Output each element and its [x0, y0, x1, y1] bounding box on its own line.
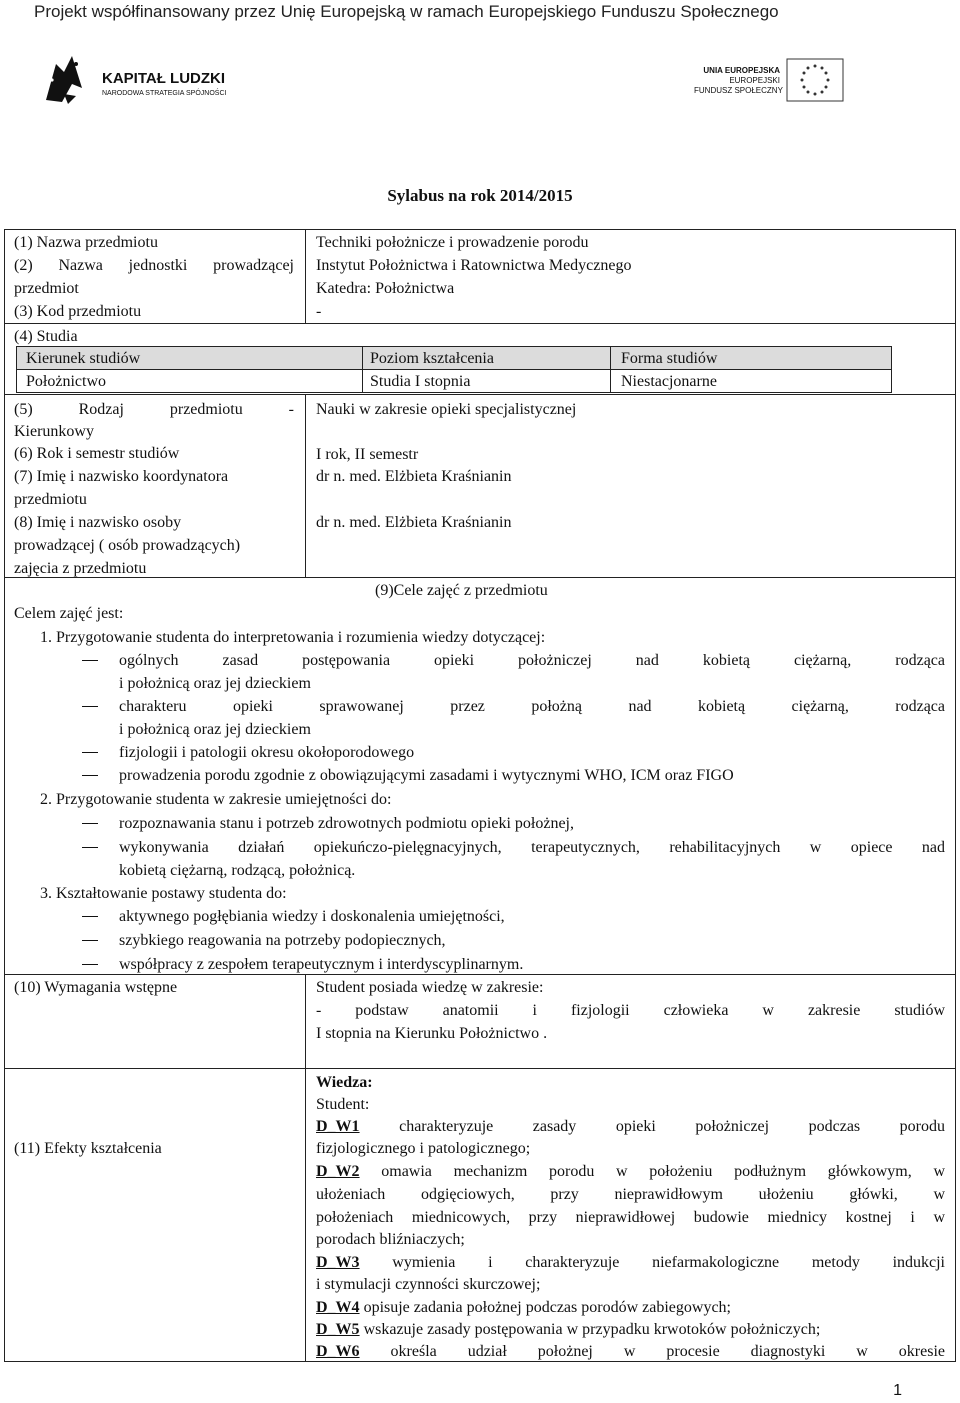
cele-p1-item2-cont: i położnicą oraz jej dzieckiem: [119, 721, 311, 738]
row3-label: (3) Kod przedmiotu: [14, 303, 142, 320]
studia-value-forma: Niestacjonarne: [621, 373, 717, 390]
cele-p3-item1: aktywnego pogłębiania wiedzy i doskonalenia umiejętności,: [119, 908, 505, 925]
effect-dw2-cont2: położeniach miednicowych, przy nieprawidłowej budowie miednicy kostnej i w: [316, 1209, 945, 1226]
cele-p1-item4: prowadzenia porodu zgodnie z obowiązującymi zasadami i wytycznymi WHO, ICM oraz FIGO: [119, 767, 734, 784]
effect-dw2-cont3: porodach bliźniaczych;: [316, 1231, 465, 1248]
row5-value: Nauki w zakresie opieki specjalistycznej: [316, 401, 577, 418]
dash-bullet: [82, 706, 98, 707]
project-header: [0, 0, 960, 26]
cele-p1-item3: fizjologii i patologii okresu okołoporodowego: [119, 744, 415, 761]
kl-subtitle: NARODOWA STRATEGIA SPÓJNOŚCI: [102, 90, 227, 97]
divider: [610, 346, 611, 393]
eu-line2: EUROPEJSKI: [729, 76, 780, 85]
divider: [305, 394, 306, 577]
cele-p1-item1: ogólnych zasad postępowania opieki położniczej nad kobietą ciężarną, rodząca: [119, 652, 945, 669]
effect-text: charakteryzuje zasady opieki położniczej podczas porodu: [359, 1118, 945, 1135]
effect-dw6: [316, 1340, 945, 1363]
row11-label: (11) Efekty kształcenia: [14, 1140, 162, 1157]
page-number: 1: [893, 1382, 902, 1399]
eu-logo-text: [694, 66, 783, 96]
dash-bullet: [82, 847, 98, 848]
dash-bullet: [82, 964, 98, 965]
project-header-text: Projekt współfinansowany przez Unię Europejską w ramach Europejskiego Funduszu Społecznego: [34, 2, 779, 21]
row1-value: Techniki położnicze i prowadzenie porodu: [316, 234, 589, 251]
effect-code: D_W4: [316, 1299, 360, 1316]
row1-label: (1) Nazwa przedmiotu: [14, 234, 158, 251]
cele-p1-item1-cont: i położnicą oraz jej dzieckiem: [119, 675, 311, 692]
effect-dw3: [316, 1251, 945, 1274]
cele-intro: Celem zajęć jest:: [14, 605, 124, 622]
divider: [305, 974, 306, 1068]
cele-heading: (9)Cele zajęć z przedmiotu: [375, 582, 548, 599]
row6-value: I rok, II semestr: [316, 446, 419, 463]
eu-flag-icon: [786, 58, 844, 102]
cele-p3-item2: szybkiego reagowania na potrzeby podopiecznych,: [119, 932, 446, 949]
row2-value-cont: Katedra: Położnictwa: [316, 280, 455, 297]
effect-dw1-cont: fizjologicznego i patologicznego;: [316, 1140, 531, 1157]
row7-label: (7) Imię i nazwisko koordynatora: [14, 468, 229, 485]
effect-code: D_W5: [316, 1321, 360, 1338]
studia-value-poziom: Studia I stopnia: [370, 373, 471, 390]
row7-label-cont: przedmiotu: [14, 491, 87, 508]
cele-point-1: 1. Przygotowanie studenta do interpretowania i rozumienia wiedzy dotyczącej:: [40, 629, 546, 646]
divider: [305, 229, 306, 323]
cele-p3-item3: współpracy z zespołem terapeutycznym i interdyscyplinarnym.: [119, 956, 524, 973]
effect-dw4: [316, 1296, 731, 1319]
row8-label-cont: prowadzącej ( osób prowadzących): [14, 537, 241, 554]
effect-dw3-cont: i stymulacji czynności skurczowej;: [316, 1276, 541, 1293]
row2-label: (2) Nazwa jednostki prowadzącej: [14, 257, 294, 274]
effect-dw2: [316, 1160, 945, 1183]
effect-text: wymienia i charakteryzuje niefarmakologiczne metody indukcji: [359, 1254, 945, 1271]
eu-line3: FUNDUSZ SPOŁECZNY: [694, 86, 783, 95]
studia-header-kierunek: Kierunek studiów: [26, 350, 141, 367]
kapital-ludzki-logo: [42, 50, 252, 115]
dash-bullet: [82, 823, 98, 824]
cele-p2-item1: rozpoznawania stanu i potrzeb zdrowotnych podmiotu opieki położnej,: [119, 815, 574, 832]
effect-dw2-cont: ułożeniach odgięciowych, przy nieprawidłowym ułożeniu główki, w: [316, 1186, 945, 1203]
row10-label: (10) Wymagania wstępne: [14, 979, 178, 996]
effect-code: D_W6: [316, 1343, 360, 1360]
effect-text: omawia mechanizm porodu w położeniu podłużnym główkowym, w: [359, 1163, 945, 1180]
effect-code: D_W2: [316, 1163, 360, 1180]
effect-dw5: [316, 1318, 820, 1341]
dash-bullet: [82, 916, 98, 917]
row-line: [4, 577, 956, 578]
wiedza-heading: Wiedza:: [316, 1074, 373, 1091]
dash-bullet: [82, 660, 98, 661]
kl-name: KAPITAŁ LUDZKI: [102, 70, 226, 87]
row8-label-cont2: zajęcia z przedmiotu: [14, 560, 147, 577]
row10-line1: Student posiada wiedzę w zakresie:: [316, 979, 544, 996]
studia-header-forma: Forma studiów: [621, 350, 718, 367]
row-line: [4, 323, 956, 324]
dash-bullet: [82, 752, 98, 753]
dash-bullet: [82, 775, 98, 776]
divider: [305, 1068, 306, 1362]
row10-line2: - podstaw anatomii i fizjologii człowieka w zakresie studiów: [316, 1002, 945, 1019]
page-title: Sylabus na rok 2014/2015: [387, 186, 573, 205]
effect-text: opisuje zadania położnej podczas porodów zabiegowych;: [359, 1299, 731, 1316]
effect-text: wskazuje zasady postępowania w przypadku krwotoków położniczych;: [359, 1321, 821, 1338]
studia-header-poziom: Poziom kształcenia: [370, 350, 494, 367]
row2-label-cont: przedmiot: [14, 280, 79, 297]
row10-line3: I stopnia na Kierunku Położnictwo .: [316, 1025, 548, 1042]
eu-line1: UNIA EUROPEJSKA: [703, 66, 780, 75]
row8-value: dr n. med. Elżbieta Kraśnianin: [316, 514, 512, 531]
cele-p1-item2: charakteru opieki sprawowanej przez położną nad kobietą ciężarną, rodząca: [119, 698, 945, 715]
row4-label: (4) Studia: [14, 328, 78, 345]
row-line: [4, 394, 956, 395]
row8-label: (8) Imię i nazwisko osoby: [14, 514, 182, 531]
row5-label-cont: Kierunkowy: [14, 423, 94, 440]
row5-label: (5) Rodzaj przedmiotu -: [14, 401, 294, 418]
cele-point-3: 3. Kształtowanie postawy studenta do:: [40, 885, 287, 902]
cele-p2-item2-cont: kobietą ciężarną, rodzącą, położnicą.: [119, 862, 356, 879]
dash-bullet: [82, 940, 98, 941]
row6-label: (6) Rok i semestr studiów: [14, 445, 180, 462]
effect-dw1: [316, 1115, 945, 1138]
student-label: Student:: [316, 1096, 370, 1113]
effect-code: D_W1: [316, 1118, 360, 1135]
effect-code: D_W3: [316, 1254, 360, 1271]
cele-p2-item2: wykonywania działań opiekuńczo-pielęgnacyjnych, terapeutycznych, rehabilitacyjnych w opiece nad: [119, 839, 945, 856]
row7-value: dr n. med. Elżbieta Kraśnianin: [316, 468, 512, 485]
effect-text: określa udział położnej w procesie diagnostyki w okresie: [359, 1343, 945, 1360]
row3-value: -: [316, 303, 322, 320]
divider: [362, 346, 363, 393]
row2-value: Instytut Położnictwa i Ratownictwa Medycznego: [316, 257, 632, 274]
row-line: [4, 1068, 956, 1069]
cele-point-2: 2. Przygotowanie studenta w zakresie umiejętności do:: [40, 791, 392, 808]
studia-value-kierunek: Położnictwo: [26, 373, 106, 390]
